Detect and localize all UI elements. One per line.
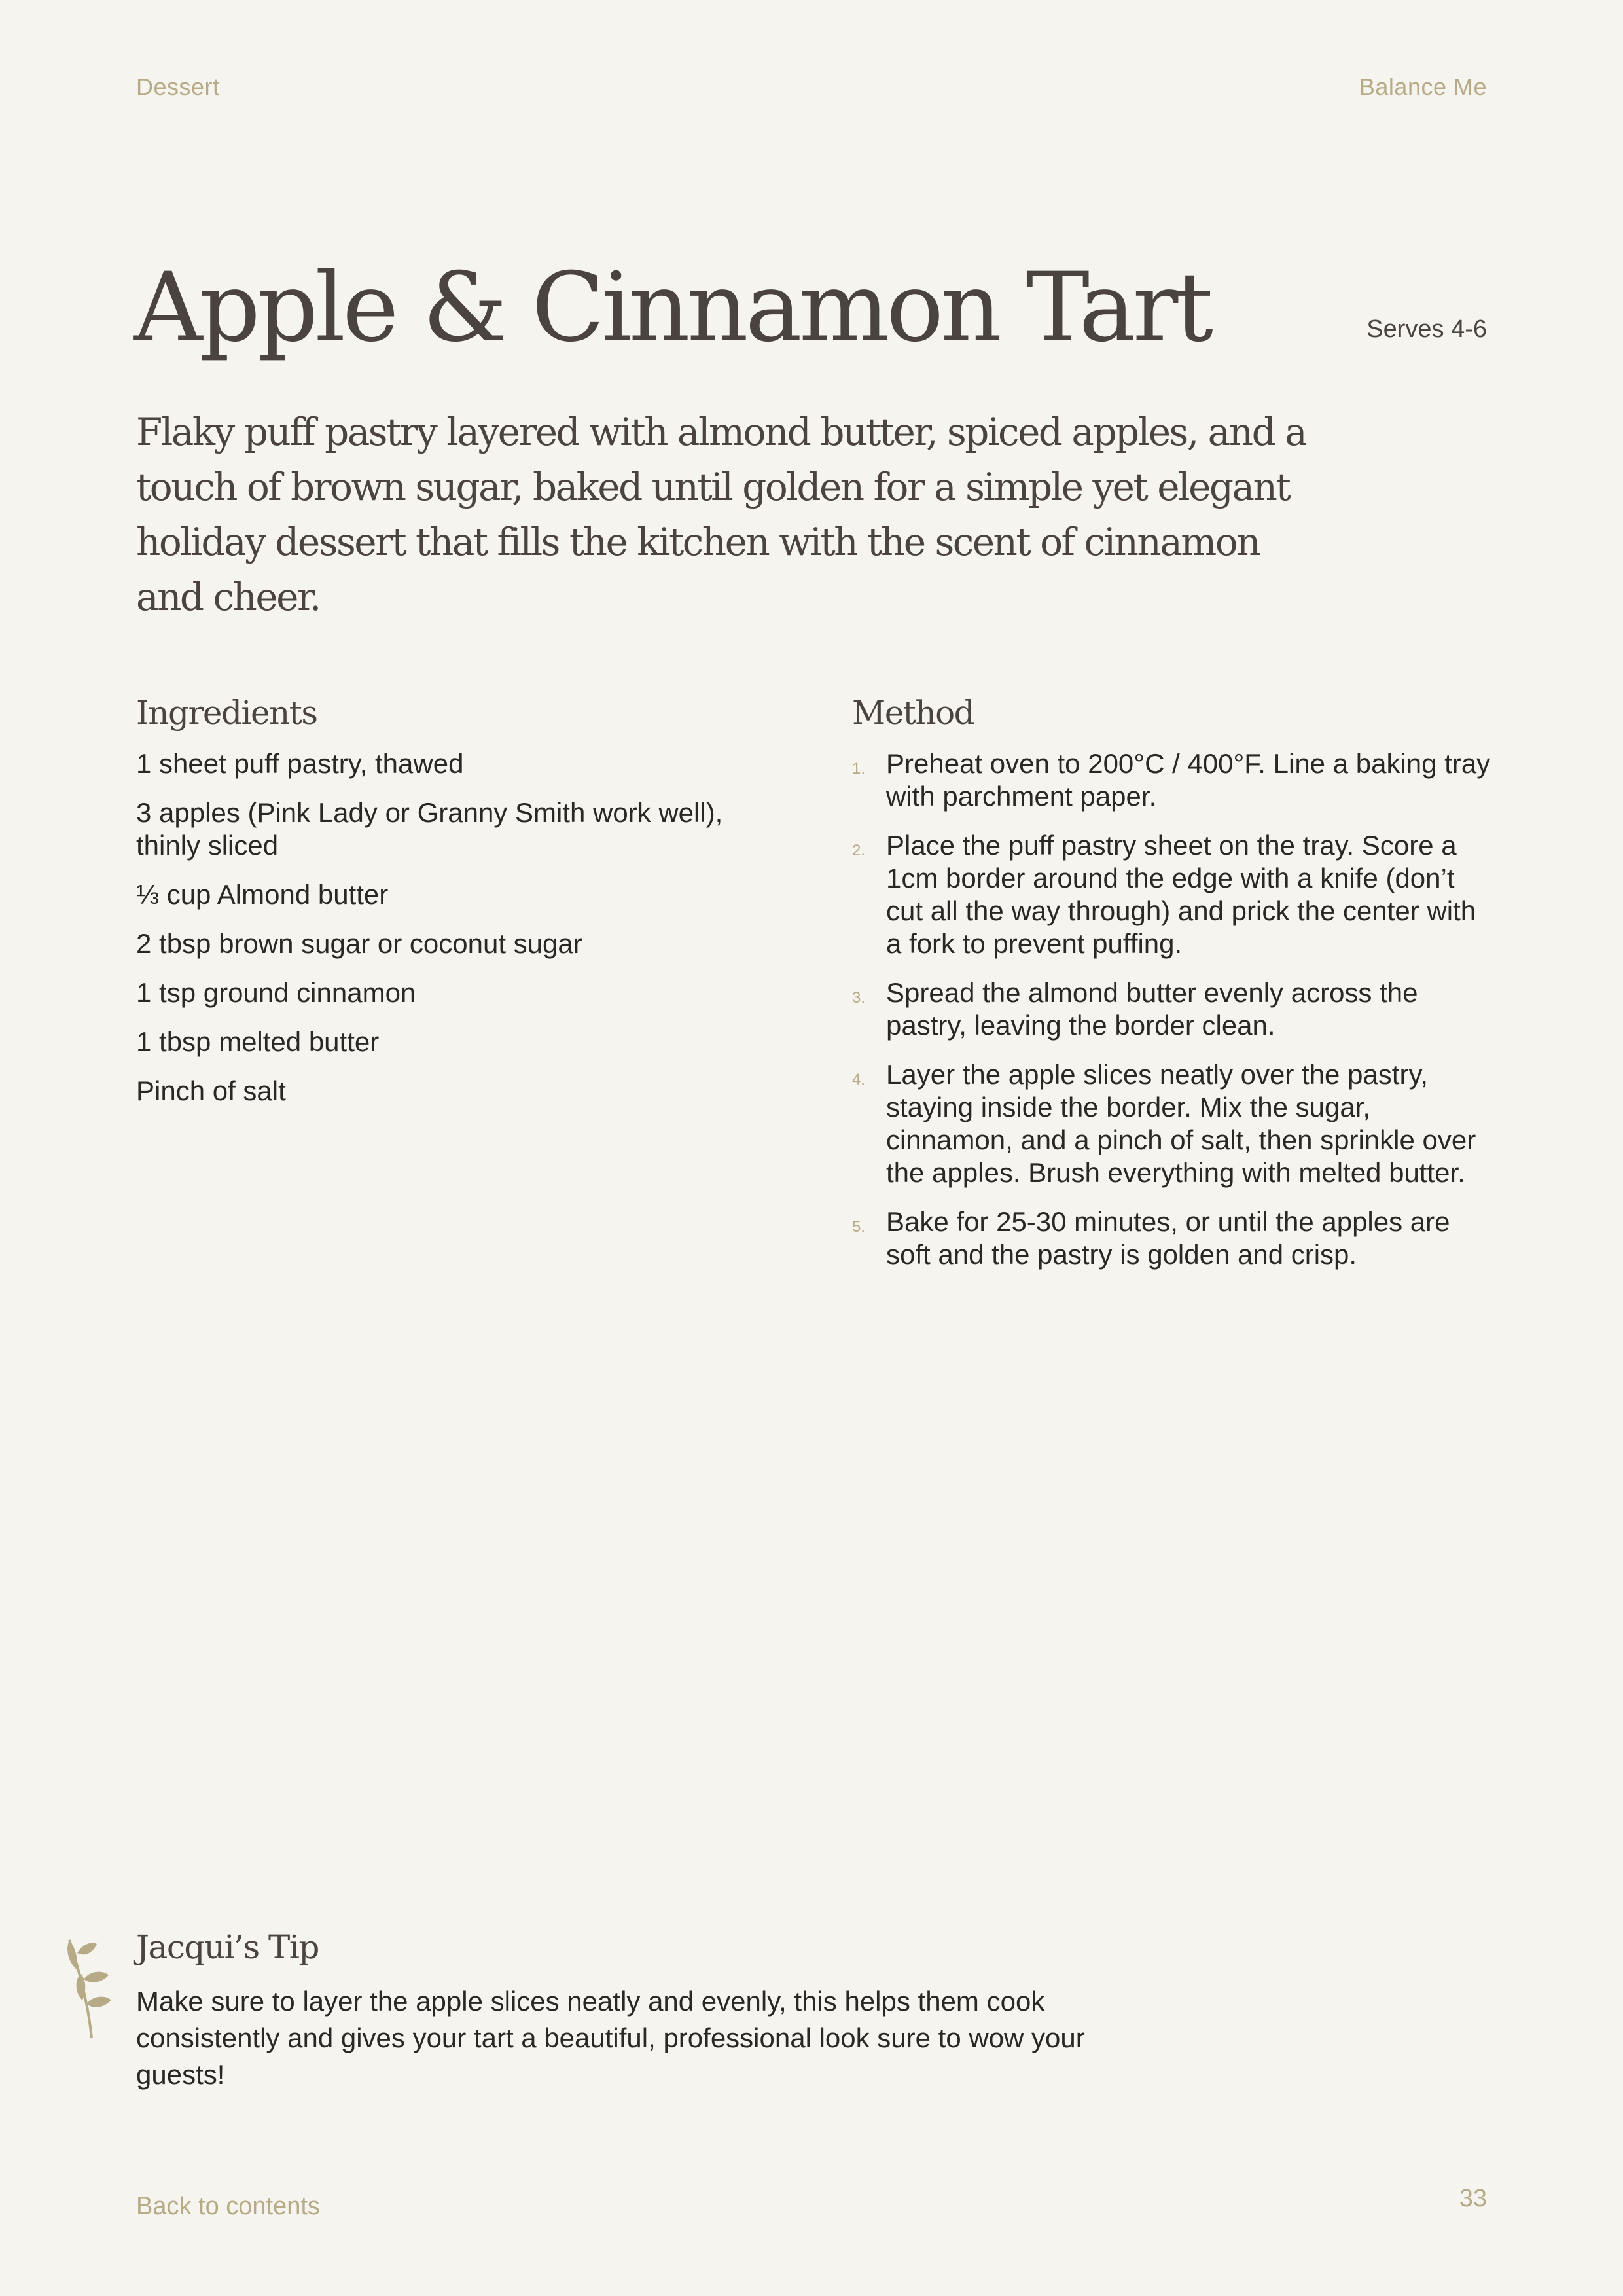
ingredients-heading: Ingredients bbox=[136, 694, 317, 732]
recipe-title: Apple & Cinnamon Tart bbox=[134, 252, 1211, 363]
section-label: Dessert bbox=[136, 73, 220, 100]
method-step bbox=[852, 829, 1493, 960]
ingredient-item: 1 tsp ground cinnamon bbox=[136, 977, 416, 1008]
brand-label: Balance Me bbox=[1359, 73, 1487, 100]
method-heading: Method bbox=[852, 694, 974, 732]
ingredient-item: 3 apples (Pink Lady or Granny Smith work well), thinly sliced bbox=[136, 797, 723, 861]
method-step bbox=[852, 977, 1493, 1042]
step-text: Bake for 25-30 minutes, or until the apples are soft and the pastry is golden and crisp. bbox=[886, 1206, 1450, 1270]
back-to-contents-link[interactable]: Back to contents bbox=[136, 2193, 320, 2220]
step-number: 1. bbox=[852, 760, 866, 778]
page-number: 33 bbox=[1459, 2185, 1487, 2212]
leaf-sprig-icon bbox=[51, 1927, 116, 2045]
serves-label: Serves 4-6 bbox=[1366, 315, 1487, 343]
tip-heading: Jacqui’s Tip bbox=[136, 1928, 319, 1966]
recipe-description: Flaky puff pastry layered with almond butter, spiced apples, and a touch of brown sugar, baked until golden for a simple yet elegant holiday dessert that fills the kitchen with the scent of cinnamon and cheer. bbox=[136, 410, 1306, 619]
ingredient-item: ⅓ cup Almond butter bbox=[136, 879, 389, 910]
step-text: Preheat oven to 200°C / 400°F. Line a baking tray with parchment paper. bbox=[886, 748, 1491, 812]
ingredient-item: 1 sheet puff pastry, thawed bbox=[136, 748, 464, 779]
method-step bbox=[852, 747, 1493, 813]
method-list bbox=[852, 747, 1493, 1287]
step-number: 5. bbox=[852, 1218, 866, 1236]
ingredient-item: 1 tbsp melted butter bbox=[136, 1026, 380, 1057]
step-number: 2. bbox=[852, 842, 866, 859]
step-text: Spread the almond butter evenly across the pastry, leaving the border clean. bbox=[886, 977, 1418, 1041]
method-step bbox=[852, 1206, 1493, 1271]
step-text: Layer the apple slices neatly over the pastry, staying inside the border. Mix the sugar, cinnamon, and a pinch of salt, then sprinkle over the apples. Brush everything with melted butter. bbox=[886, 1059, 1476, 1188]
ingredients-list bbox=[136, 747, 764, 1124]
step-number: 3. bbox=[852, 989, 866, 1007]
ingredient-item: 2 tbsp brown sugar or coconut sugar bbox=[136, 928, 582, 959]
method-step bbox=[852, 1058, 1493, 1189]
ingredient-item: Pinch of salt bbox=[136, 1075, 286, 1106]
step-number: 4. bbox=[852, 1071, 866, 1088]
step-text: Place the puff pastry sheet on the tray. Score a 1cm border around the edge with a knife (don’t cut all the way through) and prick the center with a fork to prevent puffing. bbox=[886, 830, 1476, 959]
tip-text: Make sure to layer the apple slices neatly and evenly, this helps them cook consistently and gives your tart a beautiful, professional look sure to wow your guests! bbox=[136, 1986, 1085, 2090]
